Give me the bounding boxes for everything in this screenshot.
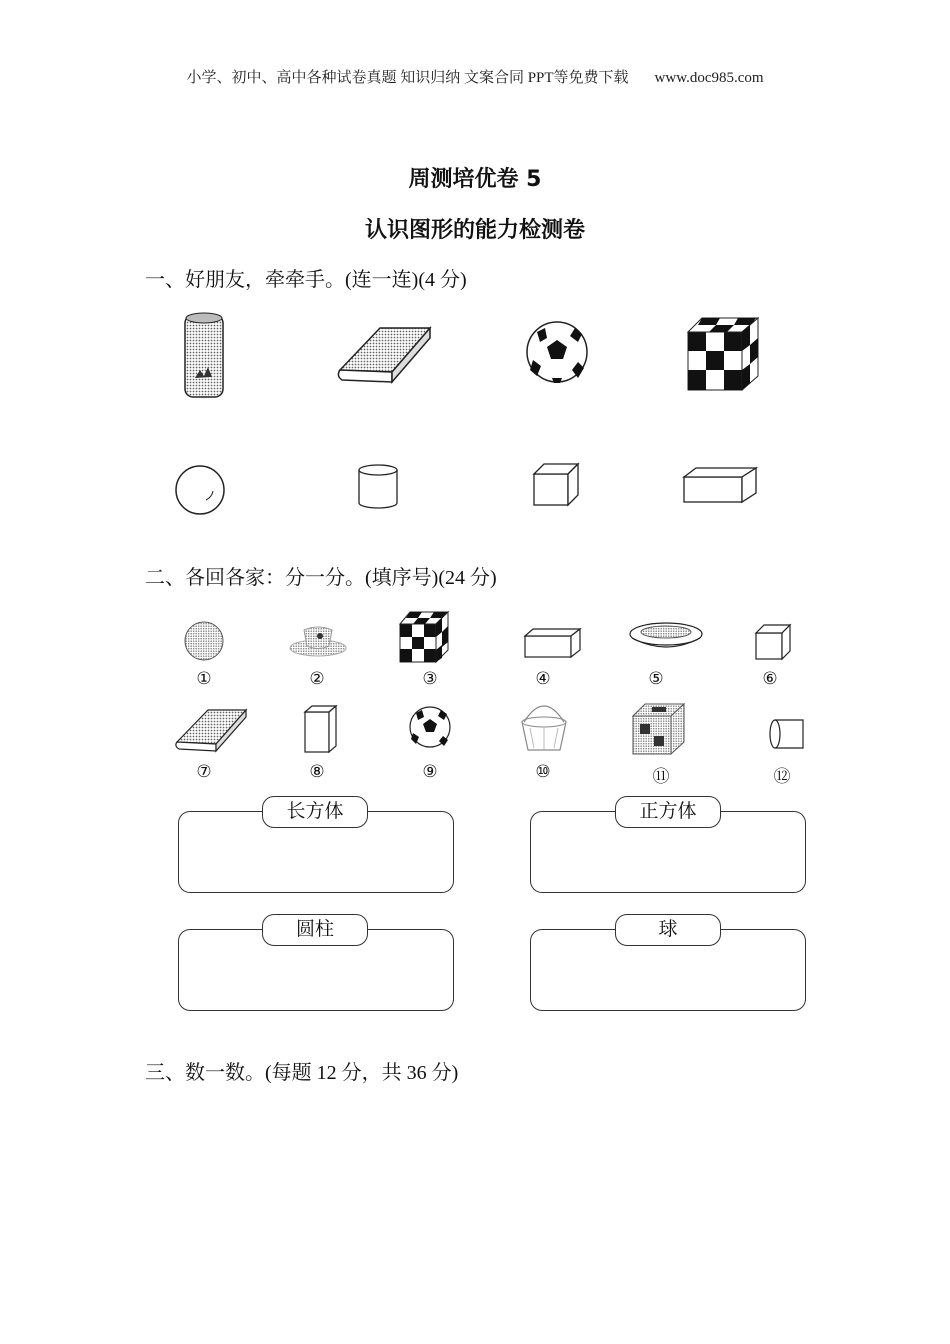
ball-icon[interactable] (185, 622, 223, 660)
cuboid-icon[interactable] (525, 629, 580, 657)
header-url[interactable]: www.doc985.com (654, 70, 764, 86)
cylinder-label: 圆柱 (262, 914, 368, 946)
item-number: ⑩ (535, 762, 551, 782)
item-number: ⑨ (422, 762, 438, 782)
item-number: ② (309, 669, 325, 689)
book-icon[interactable] (338, 328, 430, 382)
cylinder-icon[interactable] (359, 465, 397, 508)
item-number: ④ (535, 669, 551, 689)
item-number: ⑦ (196, 762, 212, 782)
bucket-icon[interactable] (522, 706, 566, 750)
section2-heading: 二、各回各家：分一分。(填序号)(24 分) (145, 567, 497, 589)
rubiks-cube-icon[interactable] (688, 318, 758, 390)
item-number: ⑧ (309, 762, 325, 782)
header-text: 小学、初中、高中各种试卷真题 知识归纳 文案合同 PPT等免费下载 (186, 70, 629, 86)
jar-icon[interactable] (185, 313, 223, 397)
page-subtitle: 认识图形的能力检测卷 (364, 218, 585, 243)
cup-saucer-icon[interactable] (290, 627, 346, 656)
small-cylinder-icon[interactable] (770, 720, 803, 748)
soccer-ball-icon[interactable] (410, 707, 450, 747)
item-number: ⑪ (652, 767, 670, 787)
section3-heading: 三、数一数。(每题 12 分，共 36 分) (145, 1062, 459, 1084)
cuboid-label: 长方体 (262, 796, 368, 828)
cube-icon[interactable] (534, 464, 578, 505)
plate-icon[interactable] (630, 623, 702, 647)
item-number: ① (196, 669, 212, 689)
item-number: ③ (422, 669, 438, 689)
item-number: ⑥ (762, 669, 778, 689)
book-icon[interactable] (176, 710, 246, 751)
cube-icon[interactable] (756, 625, 790, 659)
section2-figures (0, 600, 950, 790)
item-number: ⑫ (773, 767, 791, 787)
tall-box-icon[interactable] (305, 706, 336, 752)
cube-label: 正方体 (615, 796, 721, 828)
gift-box-icon[interactable] (633, 704, 684, 754)
section1-heading: 一、好朋友，牵牵手。(连一连)(4 分) (145, 269, 467, 291)
item-number: ⑤ (648, 669, 664, 689)
section1-figures (0, 0, 950, 540)
sphere-label: 球 (615, 914, 721, 946)
page-title: 周测培优卷 5 (408, 167, 542, 192)
rubiks-cube-icon[interactable] (400, 612, 448, 662)
sphere-icon[interactable] (176, 466, 224, 514)
soccer-ball-icon[interactable] (527, 322, 587, 383)
cuboid-icon[interactable] (684, 468, 756, 502)
